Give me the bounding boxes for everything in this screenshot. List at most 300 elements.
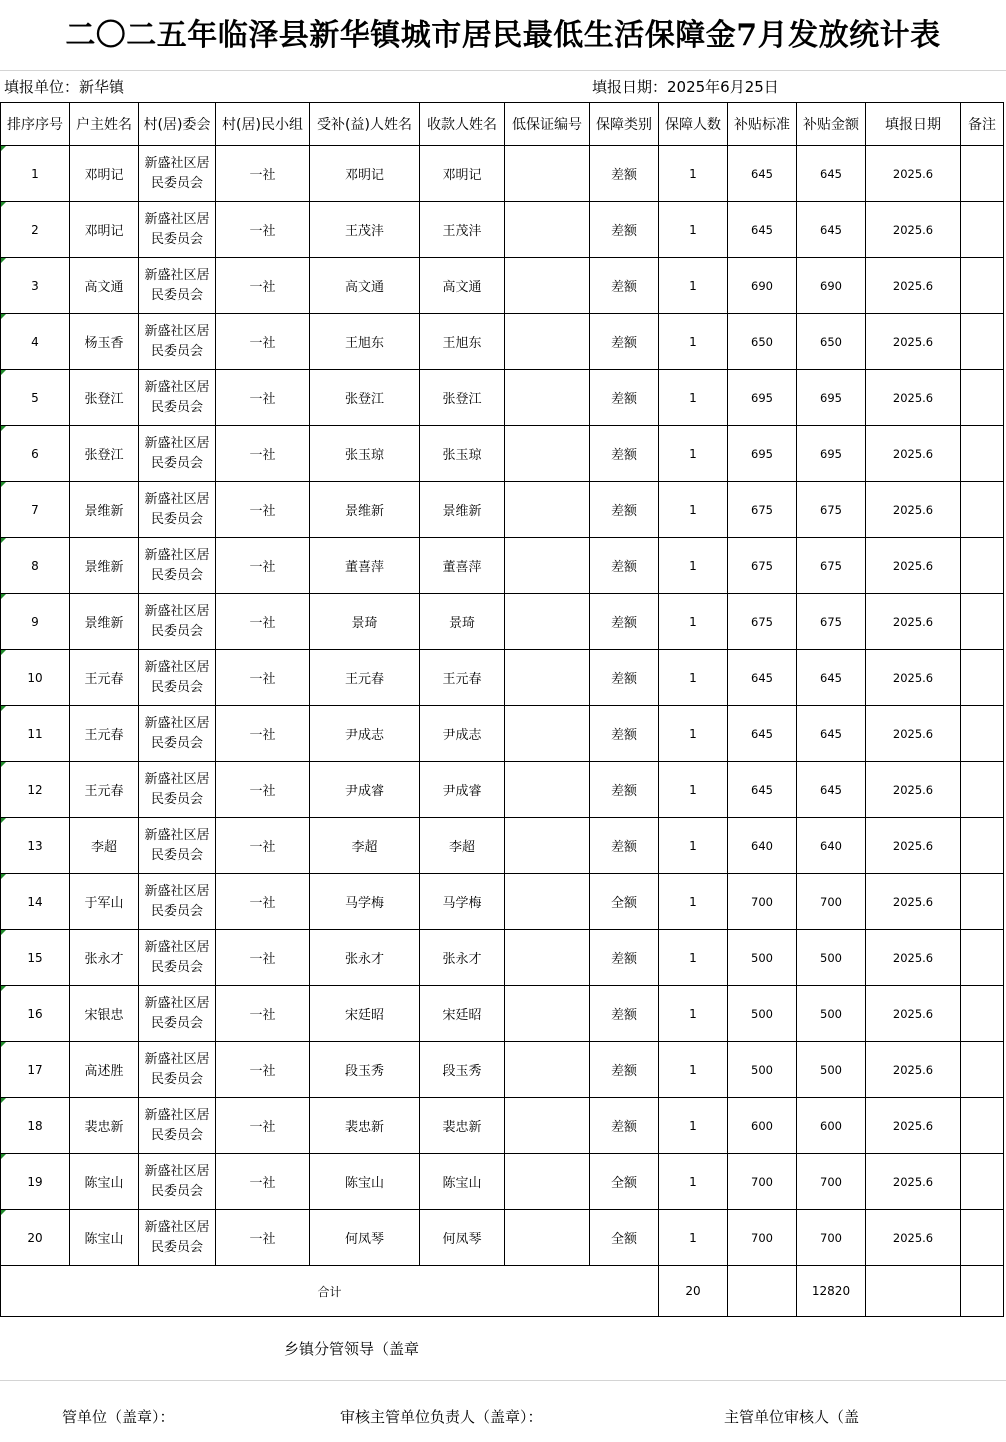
category-cell: 差额 — [590, 986, 659, 1042]
seq-cell: 15 — [1, 930, 70, 986]
group-cell: 一社 — [216, 1098, 310, 1154]
seq-cell: 4 — [1, 314, 70, 370]
people-cell: 1 — [659, 818, 728, 874]
payee-cell: 王元春 — [420, 650, 505, 706]
committee-cell: 新盛社区居民委员会 — [139, 930, 216, 986]
date-cell: 2025.6 — [866, 1210, 961, 1266]
payee-cell: 高文通 — [420, 258, 505, 314]
beneficiary-cell: 王元春 — [310, 650, 420, 706]
group-cell: 一社 — [216, 818, 310, 874]
group-cell: 一社 — [216, 146, 310, 202]
committee-cell: 新盛社区居民委员会 — [139, 818, 216, 874]
people-cell: 1 — [659, 986, 728, 1042]
table-body — [1, 146, 1004, 1317]
category-cell: 差额 — [590, 146, 659, 202]
seq-cell: 8 — [1, 538, 70, 594]
seq-cell: 18 — [1, 1098, 70, 1154]
committee-cell: 新盛社区居民委员会 — [139, 258, 216, 314]
group-cell: 一社 — [216, 314, 310, 370]
date-cell: 2025.6 — [866, 370, 961, 426]
reviewer-label: 主管单位审核人（盖 — [724, 1408, 860, 1426]
standard-cell: 500 — [728, 986, 797, 1042]
col-header: 填报日期 — [866, 103, 961, 146]
cert-no-cell — [505, 594, 590, 650]
standard-cell: 675 — [728, 482, 797, 538]
date-cell: 2025.6 — [866, 594, 961, 650]
beneficiary-cell: 高文通 — [310, 258, 420, 314]
cert-no-cell — [505, 762, 590, 818]
household-head-cell: 裴忠新 — [70, 1098, 139, 1154]
date-cell: 2025.6 — [866, 426, 961, 482]
amount-cell: 650 — [797, 314, 866, 370]
people-cell: 1 — [659, 930, 728, 986]
date-cell: 2025.6 — [866, 874, 961, 930]
category-cell: 全额 — [590, 874, 659, 930]
col-header: 收款人姓名 — [420, 103, 505, 146]
remark-cell — [961, 146, 1004, 202]
date-cell: 2025.6 — [866, 538, 961, 594]
category-cell: 差额 — [590, 538, 659, 594]
date-cell: 2025.6 — [866, 762, 961, 818]
people-cell: 1 — [659, 1042, 728, 1098]
table-row — [1, 370, 1004, 426]
group-cell: 一社 — [216, 986, 310, 1042]
standard-cell: 650 — [728, 314, 797, 370]
township-leader-label: 乡镇分管领导（盖章 — [284, 1340, 420, 1358]
remark-cell — [961, 1210, 1004, 1266]
table-row — [1, 986, 1004, 1042]
table-row — [1, 146, 1004, 202]
category-cell: 差额 — [590, 762, 659, 818]
beneficiary-cell: 董喜萍 — [310, 538, 420, 594]
beneficiary-cell: 张永才 — [310, 930, 420, 986]
category-cell: 差额 — [590, 314, 659, 370]
household-head-cell: 王元春 — [70, 762, 139, 818]
committee-cell: 新盛社区居民委员会 — [139, 482, 216, 538]
table-row — [1, 874, 1004, 930]
group-cell: 一社 — [216, 874, 310, 930]
total-row — [1, 1266, 1004, 1317]
col-header: 户主姓名 — [70, 103, 139, 146]
category-cell: 差额 — [590, 202, 659, 258]
date-cell: 2025.6 — [866, 1098, 961, 1154]
amount-cell: 645 — [797, 202, 866, 258]
col-header: 补贴金额 — [797, 103, 866, 146]
seq-cell: 16 — [1, 986, 70, 1042]
standard-cell: 700 — [728, 874, 797, 930]
cert-no-cell — [505, 1210, 590, 1266]
amount-cell: 700 — [797, 1154, 866, 1210]
amount-cell: 645 — [797, 146, 866, 202]
remark-cell — [961, 706, 1004, 762]
standard-cell: 645 — [728, 202, 797, 258]
date-cell: 2025.6 — [866, 1042, 961, 1098]
payee-cell: 景维新 — [420, 482, 505, 538]
total-amount-cell: 12820 — [797, 1266, 866, 1317]
cert-no-cell — [505, 482, 590, 538]
cert-no-cell — [505, 202, 590, 258]
committee-cell: 新盛社区居民委员会 — [139, 1154, 216, 1210]
table-row — [1, 762, 1004, 818]
people-cell: 1 — [659, 706, 728, 762]
remark-cell — [961, 650, 1004, 706]
beneficiary-cell: 马学梅 — [310, 874, 420, 930]
beneficiary-cell: 何凤琴 — [310, 1210, 420, 1266]
group-cell: 一社 — [216, 258, 310, 314]
standard-cell: 645 — [728, 146, 797, 202]
amount-cell: 600 — [797, 1098, 866, 1154]
seq-cell: 19 — [1, 1154, 70, 1210]
category-cell: 差额 — [590, 1098, 659, 1154]
cert-no-cell — [505, 258, 590, 314]
household-head-cell: 景维新 — [70, 594, 139, 650]
people-cell: 1 — [659, 146, 728, 202]
table-row — [1, 426, 1004, 482]
household-head-cell: 张登江 — [70, 426, 139, 482]
payee-cell: 李超 — [420, 818, 505, 874]
seq-cell: 2 — [1, 202, 70, 258]
seq-cell: 13 — [1, 818, 70, 874]
date-cell: 2025.6 — [866, 650, 961, 706]
cert-no-cell — [505, 1098, 590, 1154]
payee-cell: 马学梅 — [420, 874, 505, 930]
group-cell: 一社 — [216, 1042, 310, 1098]
category-cell: 全额 — [590, 1210, 659, 1266]
table-row — [1, 1098, 1004, 1154]
group-cell: 一社 — [216, 594, 310, 650]
remark-cell — [961, 482, 1004, 538]
committee-cell: 新盛社区居民委员会 — [139, 1210, 216, 1266]
dept-head-label: 审核主管单位负责人（盖章）： — [340, 1408, 543, 1426]
household-head-cell: 景维新 — [70, 482, 139, 538]
category-cell: 差额 — [590, 650, 659, 706]
category-cell: 差额 — [590, 426, 659, 482]
household-head-cell: 于军山 — [70, 874, 139, 930]
seq-cell: 17 — [1, 1042, 70, 1098]
amount-cell: 675 — [797, 594, 866, 650]
table-header-row — [1, 103, 1004, 146]
category-cell: 差额 — [590, 482, 659, 538]
payee-cell: 王旭东 — [420, 314, 505, 370]
amount-cell: 645 — [797, 762, 866, 818]
date-cell: 2025.6 — [866, 202, 961, 258]
committee-cell: 新盛社区居民委员会 — [139, 314, 216, 370]
household-head-cell: 王元春 — [70, 650, 139, 706]
household-head-cell: 高述胜 — [70, 1042, 139, 1098]
people-cell: 1 — [659, 370, 728, 426]
standard-cell: 690 — [728, 258, 797, 314]
col-header: 补贴标准 — [728, 103, 797, 146]
beneficiary-cell: 张玉琼 — [310, 426, 420, 482]
people-cell: 1 — [659, 1098, 728, 1154]
total-people-cell: 20 — [659, 1266, 728, 1317]
payee-cell: 张玉琼 — [420, 426, 505, 482]
category-cell: 差额 — [590, 706, 659, 762]
table-row — [1, 1210, 1004, 1266]
table-row — [1, 650, 1004, 706]
people-cell: 1 — [659, 1154, 728, 1210]
payee-cell: 张登江 — [420, 370, 505, 426]
group-cell: 一社 — [216, 930, 310, 986]
committee-cell: 新盛社区居民委员会 — [139, 594, 216, 650]
beneficiary-cell: 段玉秀 — [310, 1042, 420, 1098]
beneficiary-cell: 陈宝山 — [310, 1154, 420, 1210]
date-cell: 2025.6 — [866, 930, 961, 986]
beneficiary-cell: 景琦 — [310, 594, 420, 650]
beneficiary-cell: 尹成睿 — [310, 762, 420, 818]
category-cell: 差额 — [590, 930, 659, 986]
category-cell: 差额 — [590, 818, 659, 874]
standard-cell: 640 — [728, 818, 797, 874]
household-head-cell: 张登江 — [70, 370, 139, 426]
remark-cell — [961, 370, 1004, 426]
table-row — [1, 482, 1004, 538]
seq-cell: 3 — [1, 258, 70, 314]
remark-cell — [961, 874, 1004, 930]
people-cell: 1 — [659, 874, 728, 930]
committee-cell: 新盛社区居民委员会 — [139, 874, 216, 930]
seq-cell: 14 — [1, 874, 70, 930]
standard-cell: 675 — [728, 594, 797, 650]
remark-cell — [961, 538, 1004, 594]
group-cell: 一社 — [216, 1154, 310, 1210]
col-header: 备注 — [961, 103, 1004, 146]
household-head-cell: 邓明记 — [70, 202, 139, 258]
remark-cell — [961, 202, 1004, 258]
remark-cell — [961, 1154, 1004, 1210]
people-cell: 1 — [659, 426, 728, 482]
beneficiary-cell: 张登江 — [310, 370, 420, 426]
dept-seal-label: 管单位（盖章）： — [62, 1408, 175, 1426]
household-head-cell: 陈宝山 — [70, 1154, 139, 1210]
household-head-cell: 陈宝山 — [70, 1210, 139, 1266]
committee-cell: 新盛社区居民委员会 — [139, 706, 216, 762]
people-cell: 1 — [659, 1210, 728, 1266]
amount-cell: 500 — [797, 986, 866, 1042]
seq-cell: 12 — [1, 762, 70, 818]
payee-cell: 董喜萍 — [420, 538, 505, 594]
remark-cell — [961, 818, 1004, 874]
standard-cell: 645 — [728, 706, 797, 762]
group-cell: 一社 — [216, 650, 310, 706]
remark-cell — [961, 762, 1004, 818]
cert-no-cell — [505, 1042, 590, 1098]
standard-cell: 600 — [728, 1098, 797, 1154]
table-row — [1, 930, 1004, 986]
group-cell: 一社 — [216, 706, 310, 762]
household-head-cell: 王元春 — [70, 706, 139, 762]
household-head-cell: 张永才 — [70, 930, 139, 986]
committee-cell: 新盛社区居民委员会 — [139, 202, 216, 258]
cert-no-cell — [505, 538, 590, 594]
category-cell: 全额 — [590, 1154, 659, 1210]
info-bar — [0, 70, 1006, 103]
payee-cell: 张永才 — [420, 930, 505, 986]
household-head-cell: 邓明记 — [70, 146, 139, 202]
seq-cell: 20 — [1, 1210, 70, 1266]
payee-cell: 邓明记 — [420, 146, 505, 202]
committee-cell: 新盛社区居民委员会 — [139, 1098, 216, 1154]
payee-cell: 段玉秀 — [420, 1042, 505, 1098]
table-row — [1, 314, 1004, 370]
group-cell: 一社 — [216, 762, 310, 818]
people-cell: 1 — [659, 258, 728, 314]
people-cell: 1 — [659, 538, 728, 594]
remark-cell — [961, 258, 1004, 314]
total-date-cell — [866, 1266, 961, 1317]
category-cell: 差额 — [590, 594, 659, 650]
remark-cell — [961, 1042, 1004, 1098]
standard-cell: 695 — [728, 370, 797, 426]
committee-cell: 新盛社区居民委员会 — [139, 426, 216, 482]
beneficiary-cell: 景维新 — [310, 482, 420, 538]
category-cell: 差额 — [590, 258, 659, 314]
group-cell: 一社 — [216, 202, 310, 258]
reporting-unit: 填报单位：新华镇 — [4, 78, 125, 96]
beneficiary-cell: 邓明记 — [310, 146, 420, 202]
col-header: 保障类别 — [590, 103, 659, 146]
date-cell: 2025.6 — [866, 986, 961, 1042]
payee-cell: 陈宝山 — [420, 1154, 505, 1210]
seq-cell: 10 — [1, 650, 70, 706]
group-cell: 一社 — [216, 426, 310, 482]
amount-cell: 700 — [797, 1210, 866, 1266]
total-label-cell: 合计 — [1, 1266, 659, 1317]
people-cell: 1 — [659, 314, 728, 370]
beneficiary-cell: 裴忠新 — [310, 1098, 420, 1154]
cert-no-cell — [505, 1154, 590, 1210]
people-cell: 1 — [659, 482, 728, 538]
amount-cell: 695 — [797, 370, 866, 426]
table-row — [1, 706, 1004, 762]
seq-cell: 1 — [1, 146, 70, 202]
date-cell: 2025.6 — [866, 258, 961, 314]
amount-cell: 675 — [797, 482, 866, 538]
people-cell: 1 — [659, 762, 728, 818]
group-cell: 一社 — [216, 482, 310, 538]
amount-cell: 675 — [797, 538, 866, 594]
beneficiary-cell: 李超 — [310, 818, 420, 874]
beneficiary-cell: 尹成志 — [310, 706, 420, 762]
group-cell: 一社 — [216, 1210, 310, 1266]
payee-cell: 尹成志 — [420, 706, 505, 762]
committee-cell: 新盛社区居民委员会 — [139, 538, 216, 594]
seq-cell: 7 — [1, 482, 70, 538]
standard-cell: 500 — [728, 1042, 797, 1098]
remark-cell — [961, 986, 1004, 1042]
beneficiary-cell: 王茂沣 — [310, 202, 420, 258]
category-cell: 差额 — [590, 370, 659, 426]
seq-cell: 6 — [1, 426, 70, 482]
col-header: 保障人数 — [659, 103, 728, 146]
date-cell: 2025.6 — [866, 146, 961, 202]
committee-cell: 新盛社区居民委员会 — [139, 370, 216, 426]
standard-cell: 500 — [728, 930, 797, 986]
group-cell: 一社 — [216, 538, 310, 594]
cert-no-cell — [505, 986, 590, 1042]
subsidy-table — [0, 102, 1004, 1317]
table-row — [1, 258, 1004, 314]
remark-cell — [961, 1098, 1004, 1154]
standard-cell: 645 — [728, 650, 797, 706]
committee-cell: 新盛社区居民委员会 — [139, 762, 216, 818]
divider — [0, 1380, 1006, 1381]
table-row — [1, 1154, 1004, 1210]
table-title: 二〇二五年临泽县新华镇城市居民最低生活保障金7月发放统计表 — [65, 18, 941, 53]
people-cell: 1 — [659, 202, 728, 258]
household-head-cell: 杨玉香 — [70, 314, 139, 370]
date-cell: 2025.6 — [866, 1154, 961, 1210]
total-remark-cell — [961, 1266, 1004, 1317]
people-cell: 1 — [659, 650, 728, 706]
amount-cell: 640 — [797, 818, 866, 874]
col-header: 排序序号 — [1, 103, 70, 146]
col-header: 低保证编号 — [505, 103, 590, 146]
payee-cell: 尹成睿 — [420, 762, 505, 818]
cert-no-cell — [505, 370, 590, 426]
household-head-cell: 李超 — [70, 818, 139, 874]
table-row — [1, 818, 1004, 874]
committee-cell: 新盛社区居民委员会 — [139, 986, 216, 1042]
people-cell: 1 — [659, 594, 728, 650]
amount-cell: 500 — [797, 930, 866, 986]
remark-cell — [961, 426, 1004, 482]
date-cell: 2025.6 — [866, 314, 961, 370]
col-header: 受补(益)人姓名 — [310, 103, 420, 146]
standard-cell: 700 — [728, 1210, 797, 1266]
household-head-cell: 宋银忠 — [70, 986, 139, 1042]
standard-cell: 700 — [728, 1154, 797, 1210]
table-row — [1, 202, 1004, 258]
amount-cell: 500 — [797, 1042, 866, 1098]
standard-cell: 695 — [728, 426, 797, 482]
seq-cell: 11 — [1, 706, 70, 762]
amount-cell: 695 — [797, 426, 866, 482]
table-row — [1, 594, 1004, 650]
standard-cell: 675 — [728, 538, 797, 594]
table-row — [1, 1042, 1004, 1098]
date-cell: 2025.6 — [866, 818, 961, 874]
beneficiary-cell: 宋廷昭 — [310, 986, 420, 1042]
category-cell: 差额 — [590, 1042, 659, 1098]
seq-cell: 9 — [1, 594, 70, 650]
col-header: 村(居)委会 — [139, 103, 216, 146]
committee-cell: 新盛社区居民委员会 — [139, 1042, 216, 1098]
table-row — [1, 538, 1004, 594]
household-head-cell: 景维新 — [70, 538, 139, 594]
payee-cell: 宋廷昭 — [420, 986, 505, 1042]
cert-no-cell — [505, 314, 590, 370]
cert-no-cell — [505, 426, 590, 482]
amount-cell: 645 — [797, 706, 866, 762]
remark-cell — [961, 594, 1004, 650]
reporting-date: 填报日期：2025年6月25日 — [592, 78, 779, 96]
payee-cell: 王茂沣 — [420, 202, 505, 258]
payee-cell: 何凤琴 — [420, 1210, 505, 1266]
cert-no-cell — [505, 874, 590, 930]
cert-no-cell — [505, 930, 590, 986]
remark-cell — [961, 930, 1004, 986]
amount-cell: 645 — [797, 650, 866, 706]
cert-no-cell — [505, 146, 590, 202]
household-head-cell: 高文通 — [70, 258, 139, 314]
date-cell: 2025.6 — [866, 706, 961, 762]
total-standard-cell — [728, 1266, 797, 1317]
standard-cell: 645 — [728, 762, 797, 818]
payee-cell: 裴忠新 — [420, 1098, 505, 1154]
cert-no-cell — [505, 650, 590, 706]
beneficiary-cell: 王旭东 — [310, 314, 420, 370]
